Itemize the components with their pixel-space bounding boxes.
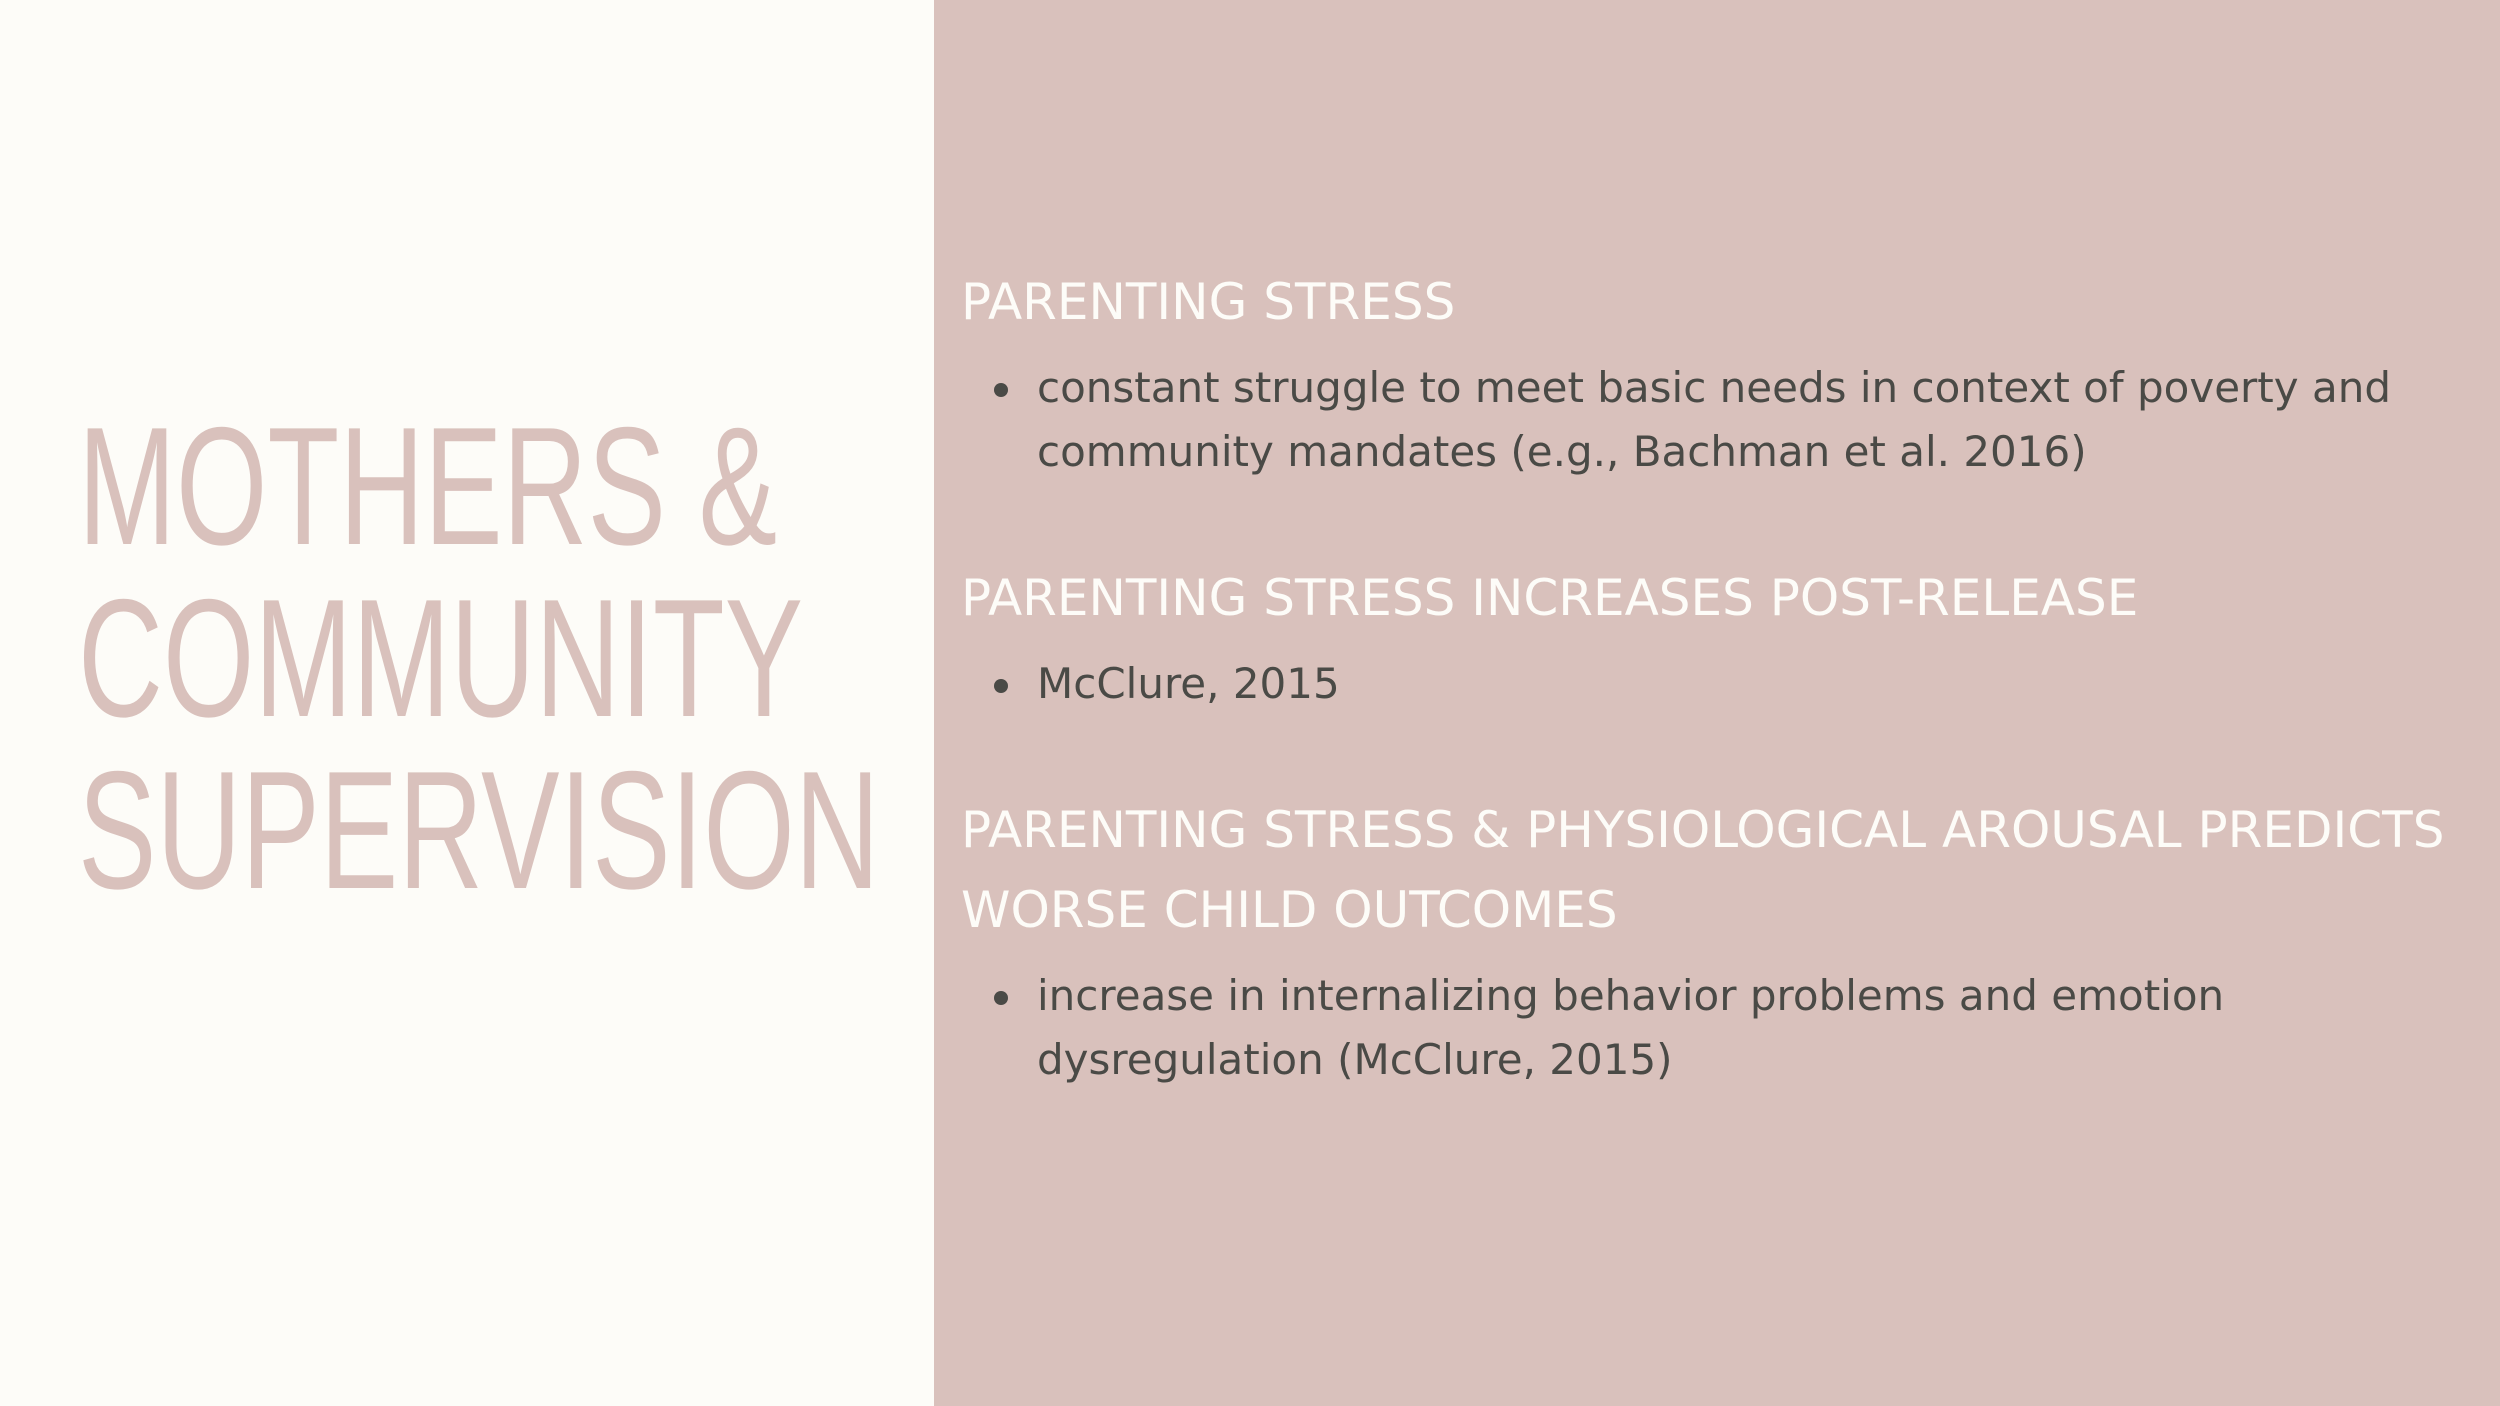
- section-heading: PARENTING STRESS: [961, 273, 1456, 331]
- bullet-text: increase in internalizing behavior problems and emotion dysregulation (McClure, 2015): [1037, 971, 2225, 1084]
- bullet-list: [961, 652, 2481, 716]
- section-parenting-stress: [961, 262, 2481, 484]
- bullet-item: [961, 964, 2437, 1092]
- bullet-icon: [994, 383, 1008, 397]
- slide-title-line-1: MOTHERS &: [78, 392, 778, 580]
- section-physiological-arousal: [961, 790, 2481, 1092]
- bullet-text: constant struggle to meet basic needs in context of poverty and community mandates (e.g., Bachman et al. 2016): [1037, 363, 2391, 476]
- bullet-list: [961, 356, 2481, 484]
- bullet-icon: [994, 991, 1008, 1005]
- bullet-list: [961, 964, 2481, 1092]
- section-heading: PARENTING STRESS INCREASES POST-RELEASE: [961, 569, 2139, 627]
- bullet-item: [961, 356, 2437, 484]
- slide-title-line-3: SUPERVISION: [78, 736, 880, 924]
- slide-title: [78, 392, 880, 924]
- right-panel: [934, 0, 2500, 1406]
- section-heading: PARENTING STRESS & PHYSIOLOGICAL AROUSAL PREDICTS WORSE CHILD OUTCOMES: [961, 801, 2445, 939]
- left-panel: [0, 0, 934, 1406]
- bullet-icon: [994, 679, 1008, 693]
- slide-title-line-2: COMMUNITY: [78, 564, 804, 752]
- content-area: [961, 262, 2481, 1166]
- bullet-text: McClure, 2015: [1037, 659, 1340, 708]
- bullet-item: [961, 652, 2437, 716]
- section-stress-post-release: [961, 558, 2481, 716]
